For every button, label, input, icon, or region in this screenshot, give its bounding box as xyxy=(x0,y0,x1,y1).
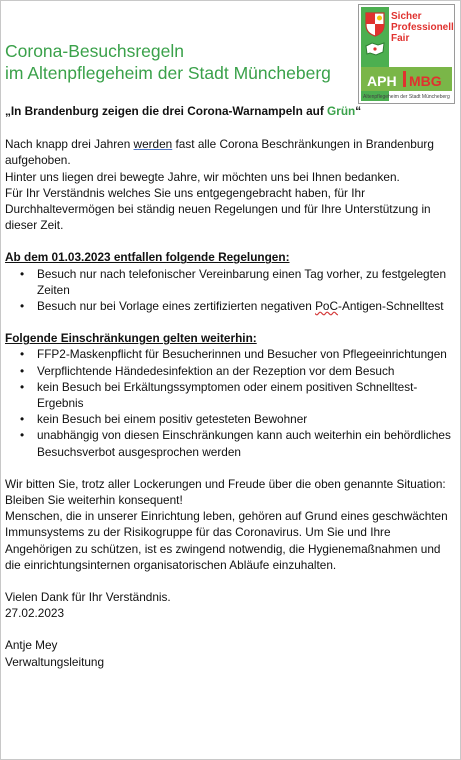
signature-name: Antje Mey xyxy=(5,638,58,653)
list-item: • kein Besuch bei einem positiv getesteten Bewohner xyxy=(5,411,455,427)
intro-part-2: fast alle Corona Beschränkungen in Brandenburg aufgehoben. xyxy=(5,137,434,168)
list-item: • kein Besuch bei Erkältungssymptomen oder einem positiven Schnelltest-Ergebnis xyxy=(5,379,455,411)
logo-mbg: MBG xyxy=(409,73,442,89)
thanks-block xyxy=(5,589,455,621)
map-icon xyxy=(364,41,386,57)
intro-underlined-word: werden xyxy=(133,137,173,152)
intro-line-3: Für Ihr Verständnis welches Sie uns entgegengebracht haben, für Ihr Durchhaltevermögen bei ständig neuen Regelungen und für Ihre Unterstützung in dieser Zeit. xyxy=(5,185,431,233)
dropped-rules-list xyxy=(5,266,455,315)
title-line-2: im Altenpflegeheim der Stadt Müncheberg xyxy=(5,63,331,83)
lead-text: „In Brandenburg zeigen die drei Corona-Warnampeln auf xyxy=(5,104,328,118)
closing-line-2: Menschen, die in unserer Einrichtung leben, gehören auf Grund eines geschwächten Immunsystems zu der Risikogruppe für das Coronavirus. Um Sie und Ihre Angehörigen zu schützen, ist es zwingend notwendig, die Hygienemaßnahmen und die einrichtungsinternen organisatorischen Abläufe einzuhalten. xyxy=(5,509,448,572)
lead-quote xyxy=(5,103,455,119)
intro-paragraph xyxy=(5,136,455,233)
item-marked-word: PoC xyxy=(315,299,339,314)
closing-paragraph xyxy=(5,476,455,573)
intro-line-1 xyxy=(5,136,455,168)
crest-icon xyxy=(364,11,386,37)
list-item xyxy=(5,298,455,314)
intro-line-2: Hinter uns liegen drei bewegte Jahre, wir möchten uns bei Ihnen bedanken. xyxy=(5,169,400,184)
item-part-2: -Antigen-Schnelltest xyxy=(338,299,444,314)
lead-close-quote: “ xyxy=(355,104,362,118)
signature-block xyxy=(5,637,455,669)
signature-role: Verwaltungsleitung xyxy=(5,654,105,669)
list-item: • Verpflichtende Händedesinfektion an der Rezeption vor dem Besuch xyxy=(5,363,455,379)
remaining-rules-list xyxy=(5,346,455,459)
logo-slogan-line-3: Fair xyxy=(391,33,410,44)
list-item: • unabhängig von diesen Einschränkungen kann auch weiterhin ein behördliches Besuchsverbot ausgesprochen werden xyxy=(5,427,455,459)
letter-date: 27.02.2023 xyxy=(5,606,65,621)
list-item: • Besuch nur nach telefonischer Vereinbarung einen Tag vorher, zu festgelegten Zeiten xyxy=(5,266,455,298)
logo-slogan-line-2: Professionell xyxy=(391,22,454,33)
title-line-1: Corona-Besuchsregeln xyxy=(5,41,184,61)
closing-line-1: Wir bitten Sie, trotz aller Lockerungen und Freude über die oben genannte Situation: Bleiben Sie weiterhin konsequent! xyxy=(5,476,446,508)
item-part-1: Besuch nur bei Vorlage eines zertifizierten negativen xyxy=(37,299,316,314)
logo-caption: Altenpflegeheim der Stadt Müncheberg xyxy=(363,94,450,100)
logo-separator xyxy=(403,71,406,87)
logo-aph: APH xyxy=(367,73,397,89)
lead-green-word: Grün xyxy=(327,104,356,118)
aph-mbg-logo xyxy=(358,4,455,104)
intro-part-1: Nach knapp drei Jahren xyxy=(5,137,134,152)
letter-body xyxy=(5,103,455,670)
section-heading-dropped: Ab dem 01.03.2023 entfallen folgende Regelungen: xyxy=(5,250,290,265)
thanks-text: Vielen Dank für Ihr Verständnis. xyxy=(5,590,171,605)
section-heading-remaining: Folgende Einschränkungen gelten weiterhin: xyxy=(5,331,257,346)
page-title xyxy=(5,40,331,84)
logo-slogan-line-1: Sicher xyxy=(391,11,422,22)
logo-slogan xyxy=(391,11,453,44)
list-item: • FFP2-Maskenpflicht für Besucherinnen und Besucher von Pflegeeinrichtungen xyxy=(5,346,455,362)
